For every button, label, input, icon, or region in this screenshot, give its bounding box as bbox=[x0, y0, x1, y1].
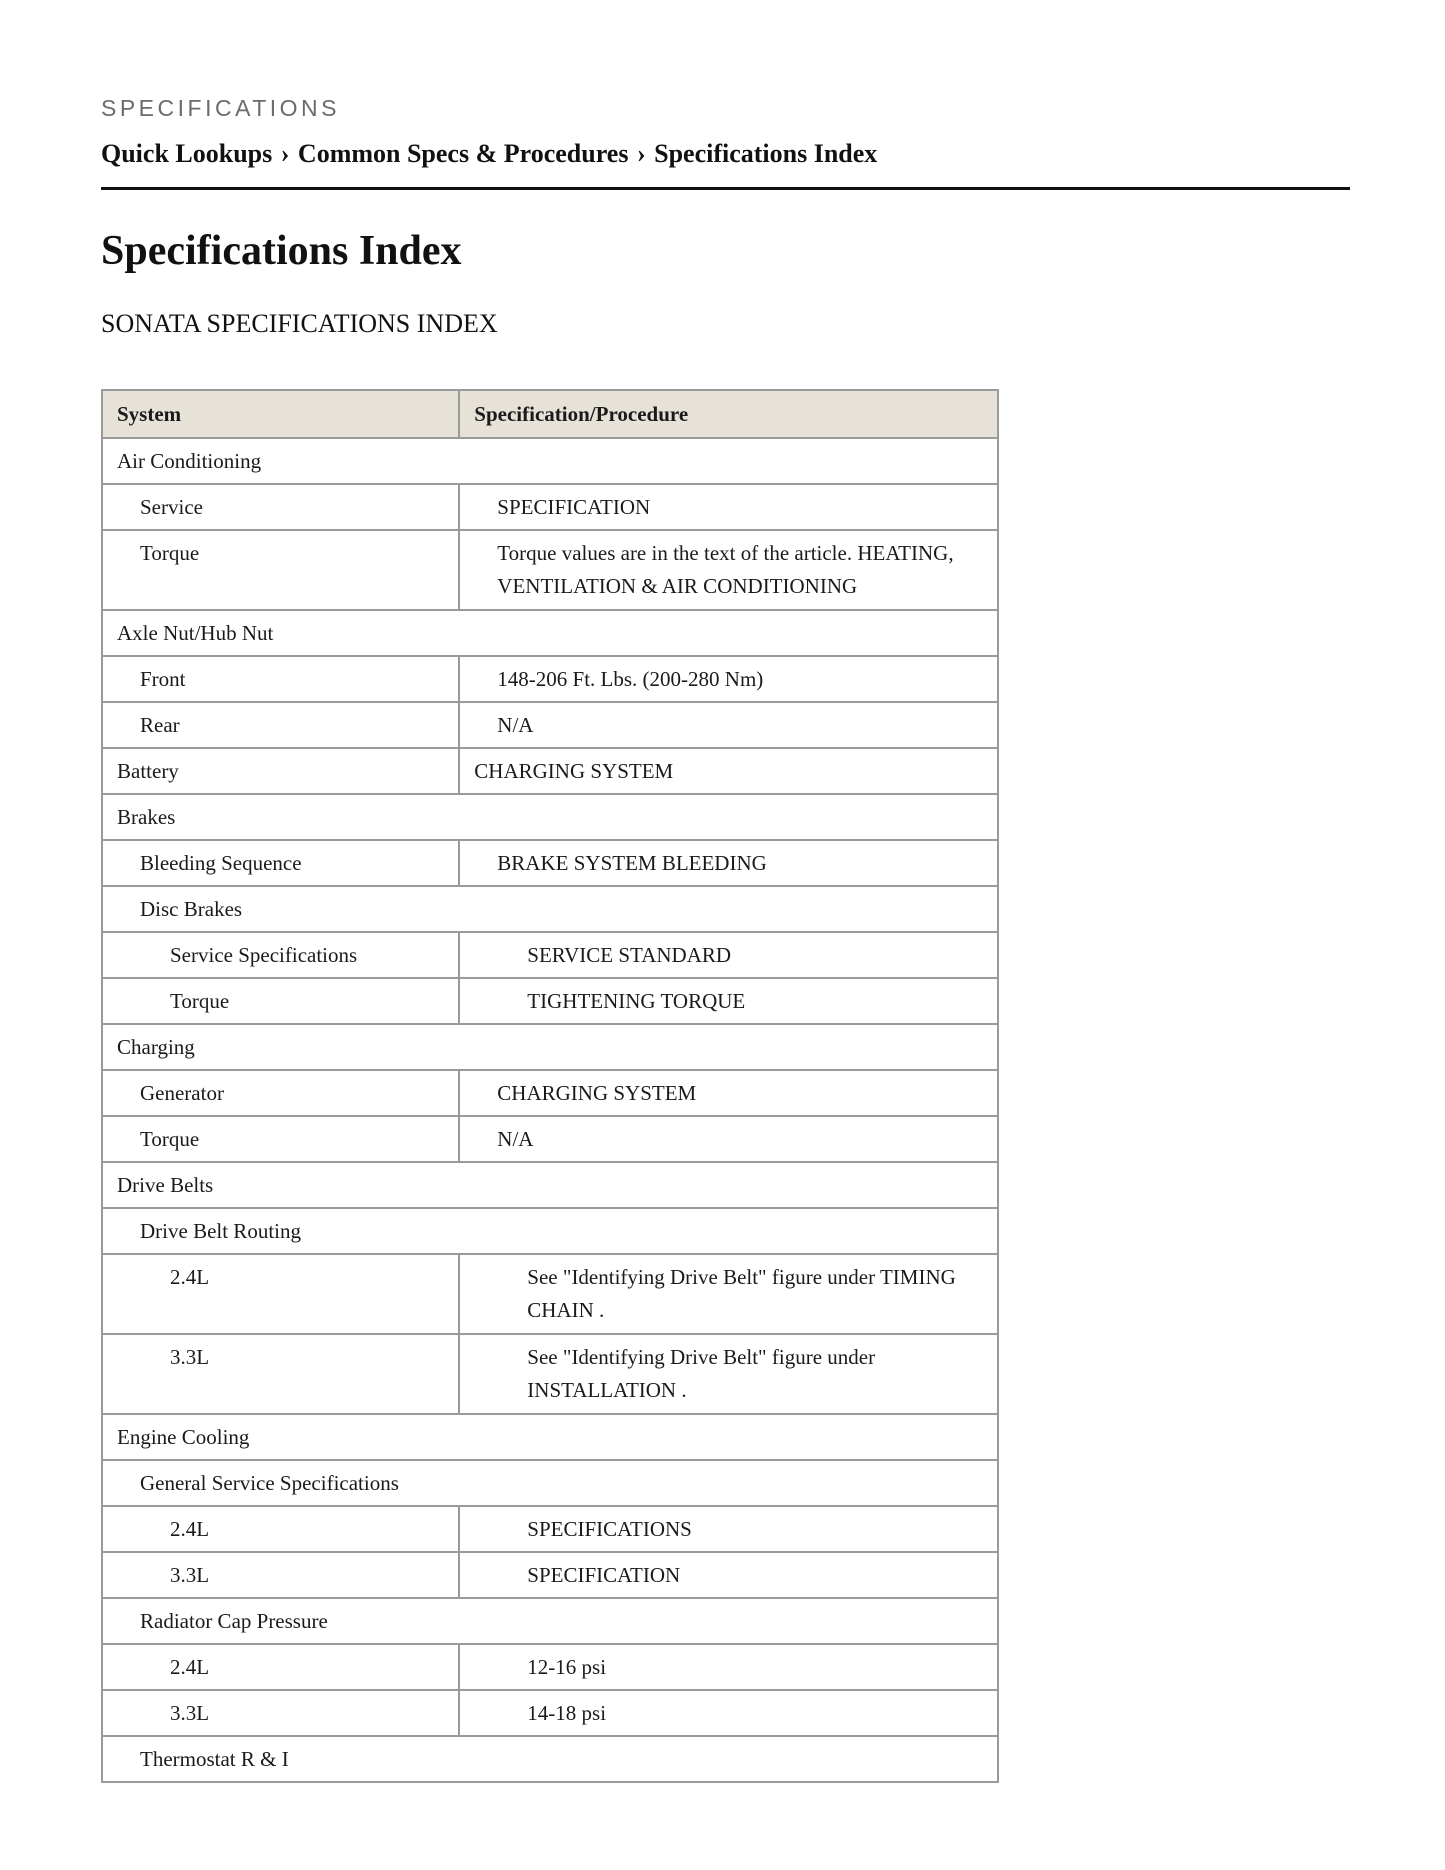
table-row bbox=[102, 1024, 998, 1070]
table-row bbox=[102, 1736, 998, 1782]
system-group-cell: Air Conditioning bbox=[102, 438, 998, 484]
breadcrumb-separator: › bbox=[280, 139, 290, 168]
breadcrumb-item-common-specs[interactable]: Common Specs & Procedures bbox=[297, 139, 629, 168]
system-group-cell: Brakes bbox=[102, 794, 998, 840]
spec-cell: N/A bbox=[459, 702, 998, 748]
system-cell: Battery bbox=[102, 748, 459, 794]
system-group-cell: Drive Belts bbox=[102, 1162, 998, 1208]
spec-cell: BRAKE SYSTEM BLEEDING bbox=[459, 840, 998, 886]
system-cell: 2.4L bbox=[102, 1506, 459, 1552]
header-divider bbox=[101, 187, 1350, 190]
section-label: SPECIFICATIONS bbox=[101, 95, 340, 121]
spec-cell: 12-16 psi bbox=[459, 1644, 998, 1690]
page-subtitle: SONATA SPECIFICATIONS INDEX bbox=[101, 309, 498, 338]
table-row bbox=[102, 748, 998, 794]
table-row bbox=[102, 702, 998, 748]
table-row bbox=[102, 1116, 998, 1162]
spec-cell: TIGHTENING TORQUE bbox=[459, 978, 998, 1024]
breadcrumb-separator: › bbox=[636, 139, 646, 168]
system-group-cell: Charging bbox=[102, 1024, 998, 1070]
system-cell: 2.4L bbox=[102, 1644, 459, 1690]
table-row bbox=[102, 1254, 998, 1334]
table-row bbox=[102, 1598, 998, 1644]
specifications-table bbox=[101, 389, 999, 1783]
table-header-row bbox=[102, 390, 998, 438]
system-cell: Bleeding Sequence bbox=[102, 840, 459, 886]
system-cell: 3.3L bbox=[102, 1552, 459, 1598]
table-row bbox=[102, 1460, 998, 1506]
breadcrumb bbox=[101, 138, 877, 170]
breadcrumb-item-current: Specifications Index bbox=[654, 139, 878, 168]
column-header-spec: Specification/Procedure bbox=[459, 390, 998, 438]
table-row bbox=[102, 438, 998, 484]
system-cell: Torque bbox=[102, 1116, 459, 1162]
table-row bbox=[102, 1690, 998, 1736]
system-cell: Front bbox=[102, 656, 459, 702]
spec-cell: See "Identifying Drive Belt" figure under TIMING CHAIN . bbox=[459, 1254, 998, 1334]
table-row bbox=[102, 886, 998, 932]
spec-cell: See "Identifying Drive Belt" figure under INSTALLATION . bbox=[459, 1334, 998, 1414]
spec-cell: 148-206 Ft. Lbs. (200-280 Nm) bbox=[459, 656, 998, 702]
system-cell: Torque bbox=[102, 530, 459, 610]
system-cell: Torque bbox=[102, 978, 459, 1024]
table-row bbox=[102, 1334, 998, 1414]
system-group-cell: Drive Belt Routing bbox=[102, 1208, 998, 1254]
system-group-cell: Disc Brakes bbox=[102, 886, 998, 932]
table-row bbox=[102, 1162, 998, 1208]
system-group-cell: General Service Specifications bbox=[102, 1460, 998, 1506]
table-row bbox=[102, 1506, 998, 1552]
table-row bbox=[102, 610, 998, 656]
column-header-system: System bbox=[102, 390, 459, 438]
spec-cell: SPECIFICATION bbox=[459, 1552, 998, 1598]
system-cell: 2.4L bbox=[102, 1254, 459, 1334]
spec-cell: 14-18 psi bbox=[459, 1690, 998, 1736]
table-row bbox=[102, 1552, 998, 1598]
spec-cell: Torque values are in the text of the article. HEATING, VENTILATION & AIR CONDITIONING bbox=[459, 530, 998, 610]
table-row bbox=[102, 840, 998, 886]
system-cell: Service Specifications bbox=[102, 932, 459, 978]
table-row bbox=[102, 978, 998, 1024]
table-row bbox=[102, 932, 998, 978]
system-group-cell: Thermostat R & I bbox=[102, 1736, 998, 1782]
table-row bbox=[102, 484, 998, 530]
page-title: Specifications Index bbox=[101, 228, 462, 274]
system-group-cell: Engine Cooling bbox=[102, 1414, 998, 1460]
spec-cell: CHARGING SYSTEM bbox=[459, 748, 998, 794]
spec-cell: SPECIFICATION bbox=[459, 484, 998, 530]
table-row bbox=[102, 794, 998, 840]
system-cell: 3.3L bbox=[102, 1690, 459, 1736]
system-cell: Rear bbox=[102, 702, 459, 748]
system-cell: Generator bbox=[102, 1070, 459, 1116]
table-row bbox=[102, 656, 998, 702]
table-row bbox=[102, 1644, 998, 1690]
spec-cell: CHARGING SYSTEM bbox=[459, 1070, 998, 1116]
table-body bbox=[102, 438, 998, 1782]
system-group-cell: Radiator Cap Pressure bbox=[102, 1598, 998, 1644]
spec-cell: SERVICE STANDARD bbox=[459, 932, 998, 978]
breadcrumb-item-quick-lookups[interactable]: Quick Lookups bbox=[101, 139, 273, 168]
table-row bbox=[102, 1208, 998, 1254]
system-cell: Service bbox=[102, 484, 459, 530]
spec-cell: SPECIFICATIONS bbox=[459, 1506, 998, 1552]
system-group-cell: Axle Nut/Hub Nut bbox=[102, 610, 998, 656]
spec-cell: N/A bbox=[459, 1116, 998, 1162]
table-row bbox=[102, 1414, 998, 1460]
table-row bbox=[102, 1070, 998, 1116]
system-cell: 3.3L bbox=[102, 1334, 459, 1414]
table-row bbox=[102, 530, 998, 610]
